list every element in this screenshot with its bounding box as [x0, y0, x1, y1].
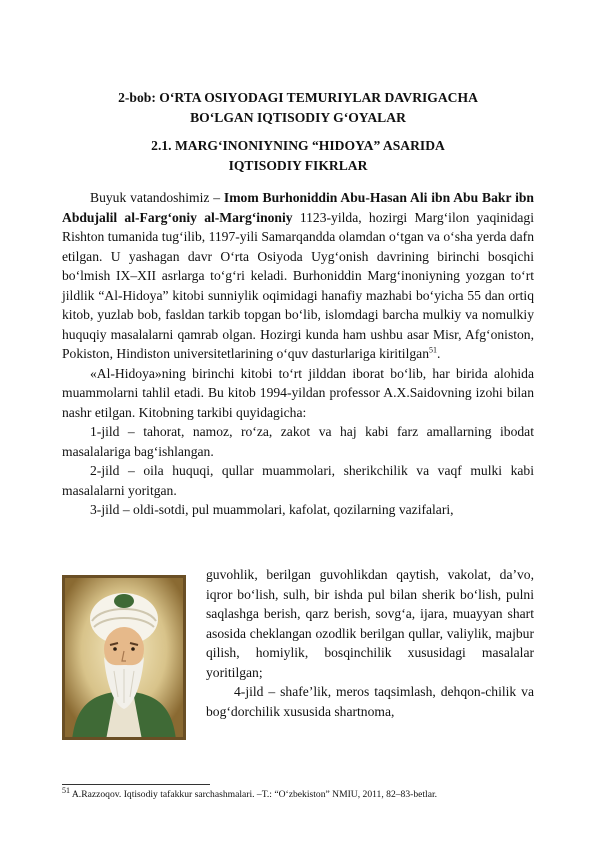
footnote-reference[interactable]: 51	[429, 345, 437, 355]
portrait-image	[62, 575, 186, 740]
chapter-title-line-2: BO‘LGAN IQTISODIY G‘OYALAR	[190, 109, 406, 125]
paragraph-intro	[62, 188, 534, 364]
footnote	[62, 785, 534, 801]
section-title	[62, 136, 534, 175]
volume-2-item: 2-jild – oila huquqi, qullar muammolari, sherikchilik va vaqf mulki kabi masalalarni yoritgan.	[62, 463, 534, 498]
illustrated-block	[62, 565, 534, 746]
author-name: Imom Burhoniddin Abu-Hasan Ali ibn Abu Bakr ibn Abdujalil al-Farg‘oniy al-Marg‘inoniy	[62, 190, 534, 225]
section-title-line-1: 2.1. MARG‘INONIYNING “HIDOYA” ASARIDA	[151, 138, 445, 153]
footnote-number: 51	[62, 785, 70, 795]
footnote-text: A.Razzoqov. Iqtisodiy tafakkur sarchashmalari. –T.: “O‘zbekiston” NMIU, 2011, 82–83-betlar.	[70, 789, 438, 800]
intro-text: Buyuk vatandoshimiz –	[90, 190, 224, 205]
volume-1-item: 1-jild – tahorat, namoz, ro‘za, zakot va haj kabi farz amallarning ibodat masalalariga bag‘ishlangan.	[62, 424, 534, 459]
volume-3-item-rest: guvohlik, berilgan guvohlikdan qaytish, vakolat, da’vo, iqror bo‘lish, sulh, bir ishda pul bilan sherik bo‘lish, pulni saqlashga berish, qarz berish, sovg‘a, ijara, muayyan shart asosida cheklangan ozodlik berilgan qullar, valiylik, majbur qilish, homiylik, bosqinchilik xususidagi masalalar yoritilgan;	[206, 567, 534, 680]
chapter-title-line-1: 2-bob: O‘RTA OSIYODAGI TEMURIYLAR DAVRIGACHA	[118, 90, 478, 105]
main-text	[62, 188, 534, 520]
footnote-divider	[62, 784, 210, 785]
intro-body: 1123-yilda, hozirgi Marg‘ilon yaqinidagi Rishton tumanida tug‘ilib, 1197-yili Samarqandda olamdan o‘tgan va o‘sha yerda dafn etilgan. U yashagan davr O‘rta Osiyoda Uyg‘onish davrining birinchi bosqichi bo‘lmish IX–XII asrlarga to‘g‘ri keladi. Burhoniddin Marg‘inoniyning yozgan to‘rt jildlik “Al-Hidoya” kitobi sunniylik oqimidagi hanafiy mazhabi bo‘yicha 55 dan ortiq kitob, yuzlab bob, fasldan tarkib topgan bo‘lib, islomdagi barcha mulkiy va nomulkiy huquqiy masalalarni qamrab olgan. Hozirgi kunda ham ushbu asar Misr, Afg‘oniston, Pokiston, Hindiston universitetlarining o‘quv dasturlariga kiritilgan	[62, 209, 534, 361]
paragraph-book: «Al-Hidoya»ning birinchi kitobi to‘rt jilddan iborat bo‘lib, har birida alohida muammolarni tahlil etadi. Bu kitob 1994-yildan professor A.X.Saidovning izohi bilan nashr etilgan. Kitobning tarkibi quyidagicha:	[62, 365, 534, 420]
volume-4-item: 4-jild – shafe’lik, meros taqsimlash, dehqon-chilik va bog‘dorchilik xususida shartnoma,	[206, 684, 534, 719]
chapter-title	[62, 88, 534, 127]
volume-3-item-start: 3-jild – oldi-sotdi, pul muammolari, kafolat, qozilarning vazifalari,	[90, 502, 454, 517]
section-title-line-2: IQTISODIY FIKRLAR	[228, 157, 368, 173]
intro-end: .	[437, 346, 441, 361]
